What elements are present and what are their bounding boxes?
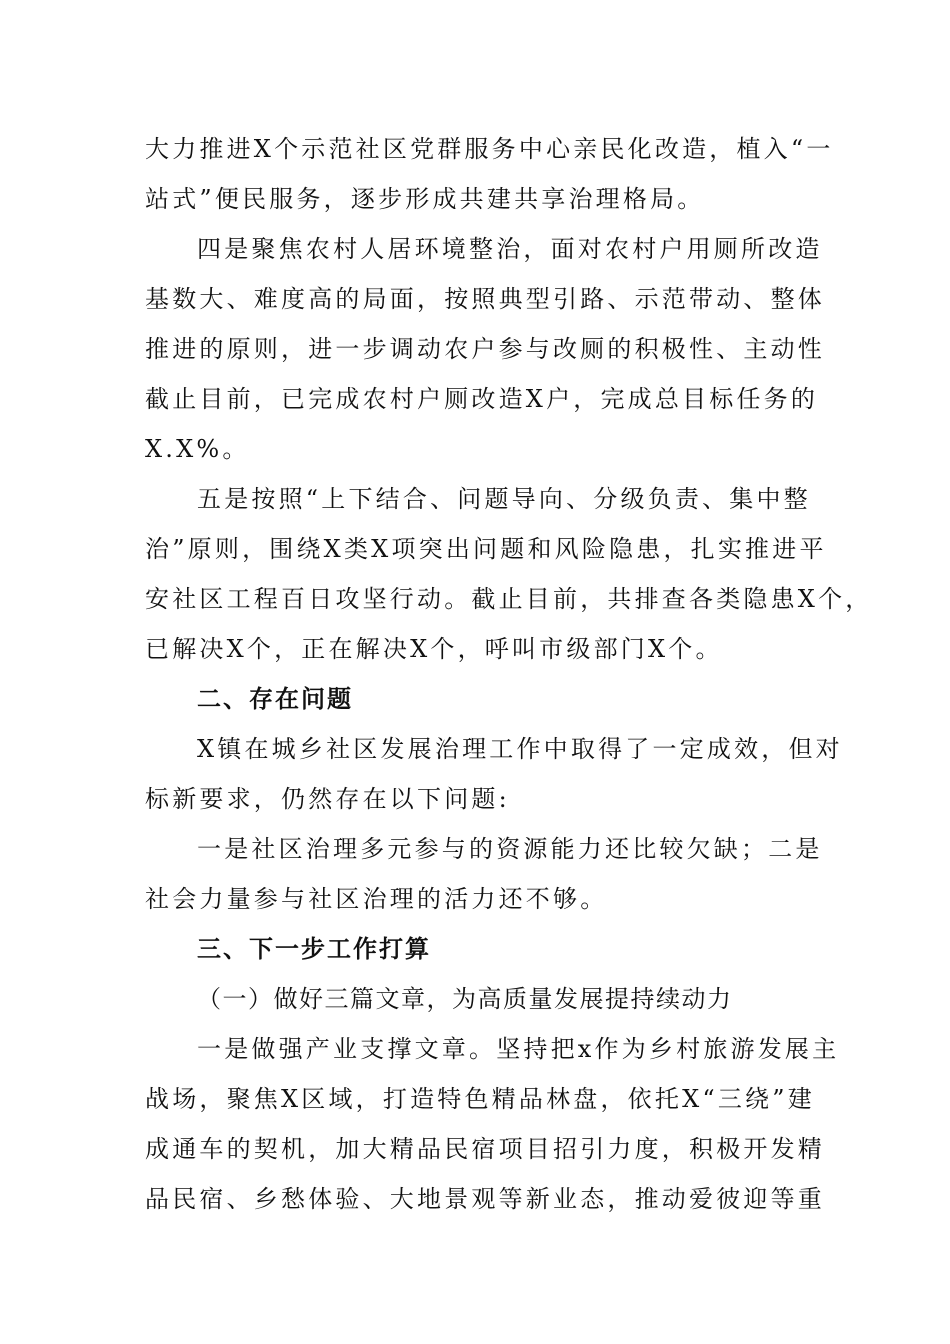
- paragraph-line: 截止目前，已完成农村户厕改造X户，完成总目标任务的: [145, 385, 819, 413]
- paragraph-line: 站式”便民服务，逐步形成共建共享治理格局。: [145, 185, 705, 213]
- paragraph-line: 战场，聚焦X区域，打造特色精品林盘，依托X“三绕”建: [145, 1085, 815, 1113]
- paragraph-line: 大力推进X个示范社区党群服务中心亲民化改造，植入“一: [145, 135, 834, 163]
- paragraph-line: 标新要求，仍然存在以下问题:: [145, 785, 510, 813]
- paragraph-line: X.X%。: [145, 435, 250, 463]
- paragraph-line: 社会力量参与社区治理的活力还不够。: [145, 885, 608, 913]
- paragraph-line: 一是社区治理多元参与的资源能力还比较欠缺；二是: [197, 835, 823, 863]
- paragraph-line: 五是按照“上下结合、问题导向、分级负责、集中整: [197, 485, 811, 513]
- section-heading: 三、下一步工作打算: [197, 934, 431, 963]
- paragraph-line: 四是聚焦农村人居环境整治，面对农村户用厕所改造: [197, 235, 823, 263]
- subsection-heading: （一）做好三篇文章，为高质量发展提持续动力: [197, 985, 733, 1013]
- paragraph-line: 成通车的契机，加大精品民宿项目招引力度，积极开发精: [145, 1135, 825, 1163]
- section-heading: 二、存在问题: [197, 684, 353, 713]
- paragraph-line: 安社区工程百日攻坚行动。截止目前，共排查各类隐患X个，: [145, 585, 873, 613]
- paragraph-line: 已解决X个，正在解决X个，呼叫市级部门X个。: [145, 635, 723, 663]
- paragraph-line: 一是做强产业支撑文章。坚持把x作为乡村旅游发展主: [197, 1035, 840, 1063]
- paragraph-line: 品民宿、乡愁体验、大地景观等新业态，推动爱彼迎等重: [145, 1185, 825, 1213]
- document-body: [145, 124, 873, 1224]
- paragraph-line: X镇在城乡社区发展治理工作中取得了一定成效，但对: [197, 735, 843, 763]
- paragraph-line: 基数大、难度高的局面，按照典型引路、示范带动、整体: [145, 285, 825, 313]
- paragraph-line: 治”原则，围绕X类X项突出问题和风险隐患，扎实推进平: [145, 535, 827, 563]
- paragraph-line: 推进的原则，进一步调动农户参与改厕的积极性、主动性: [145, 335, 825, 363]
